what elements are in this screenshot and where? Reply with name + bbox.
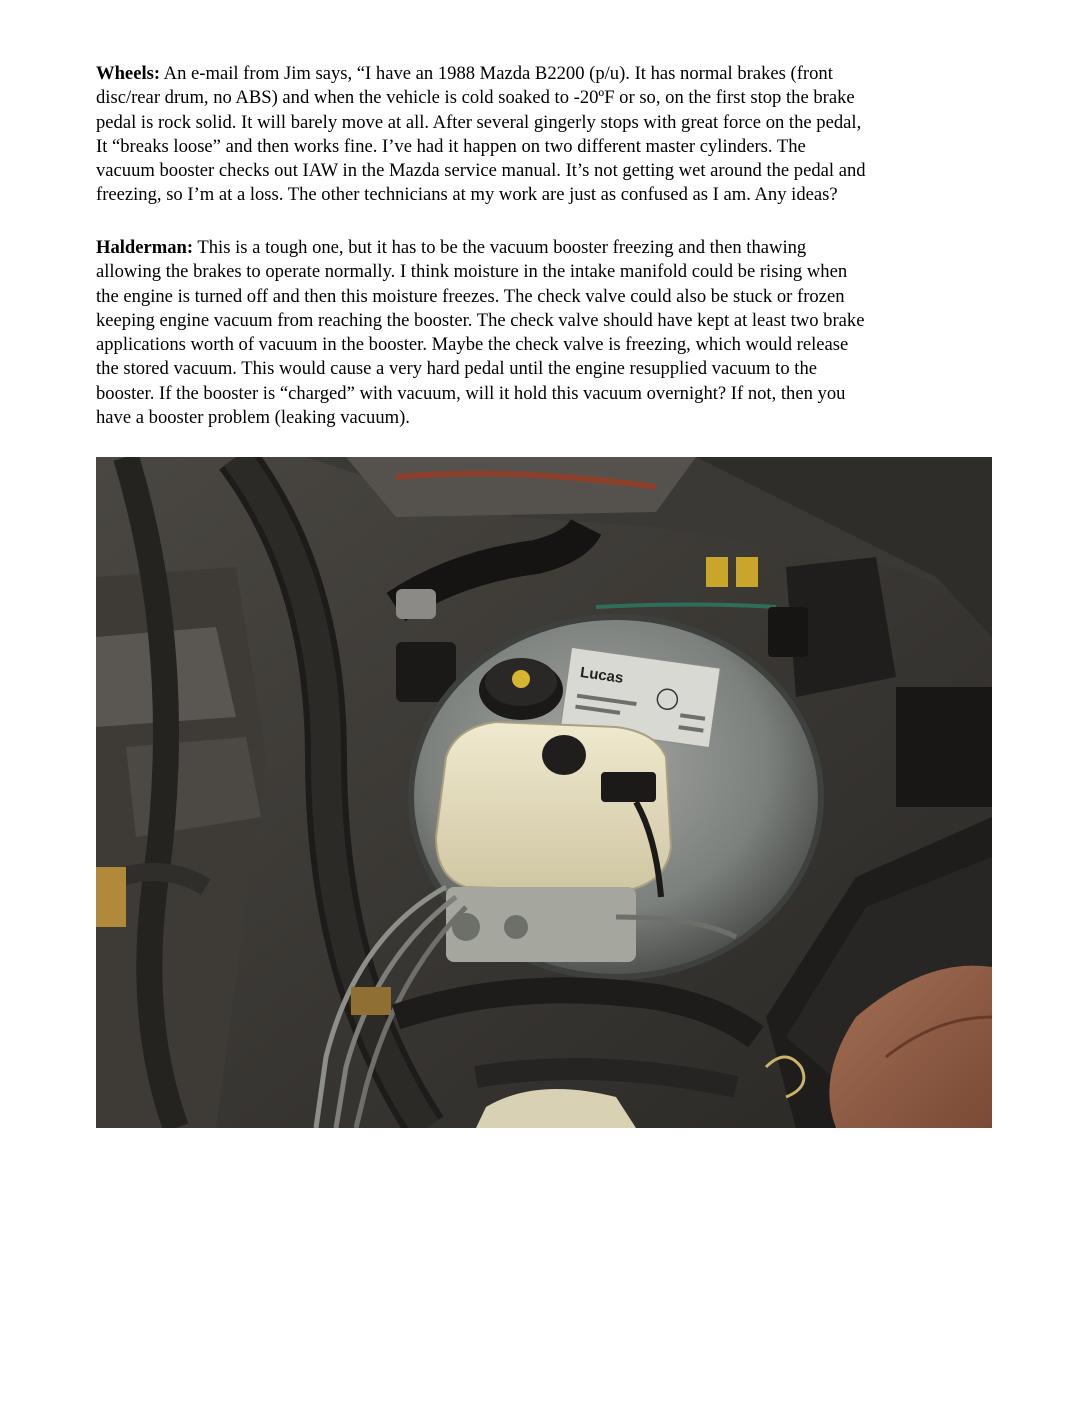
engine-bay-photo <box>96 457 992 1128</box>
booster-brand-text: Lucas <box>579 663 625 687</box>
engine-bay-illustration <box>96 457 992 1128</box>
speaker-label-halderman: Halderman: <box>96 237 194 258</box>
speaker-label-wheels: Wheels: <box>96 63 161 84</box>
paragraph-wheels-question <box>96 62 1001 208</box>
question-text: An e-mail from Jim says, “I have an 1988 Mazda B2200 (p/u). It has normal brakes (front disc/rear drum, no ABS) and when the vehicle is cold soaked to -20ºF or so, on the first stop the brake pedal is rock solid. It will barely move at all. After several gingerly stops with great force on the pedal, It “breaks loose” and then works fine. I’ve had it happen on two different master cylinders. The vacuum booster checks out IAW in the Mazda service manual. It’s not getting wet around the pedal and freezing, so I’m at a loss. The other technicians at my work are just as confused as I am. Any ideas? <box>96 63 866 206</box>
answer-text: This is a tough one, but it has to be the vacuum booster freezing and then thawing allowing the brakes to operate normally. I think moisture in the intake manifold could be rising when the engine is turned off and then this moisture freezes. The check valve could also be stuck or frozen keeping engine vacuum from reaching the booster. The check valve should have kept at least two brake applications worth of vacuum in the booster. Maybe the check valve is freezing, which would release the stored vacuum. This would cause a very hard pedal until the engine resupplied vacuum to the booster. If the booster is “charged” with vacuum, will it hold this vacuum overnight? If not, then you have a booster problem (leaking vacuum). <box>96 237 865 429</box>
paragraph-halderman-answer <box>96 236 1001 430</box>
